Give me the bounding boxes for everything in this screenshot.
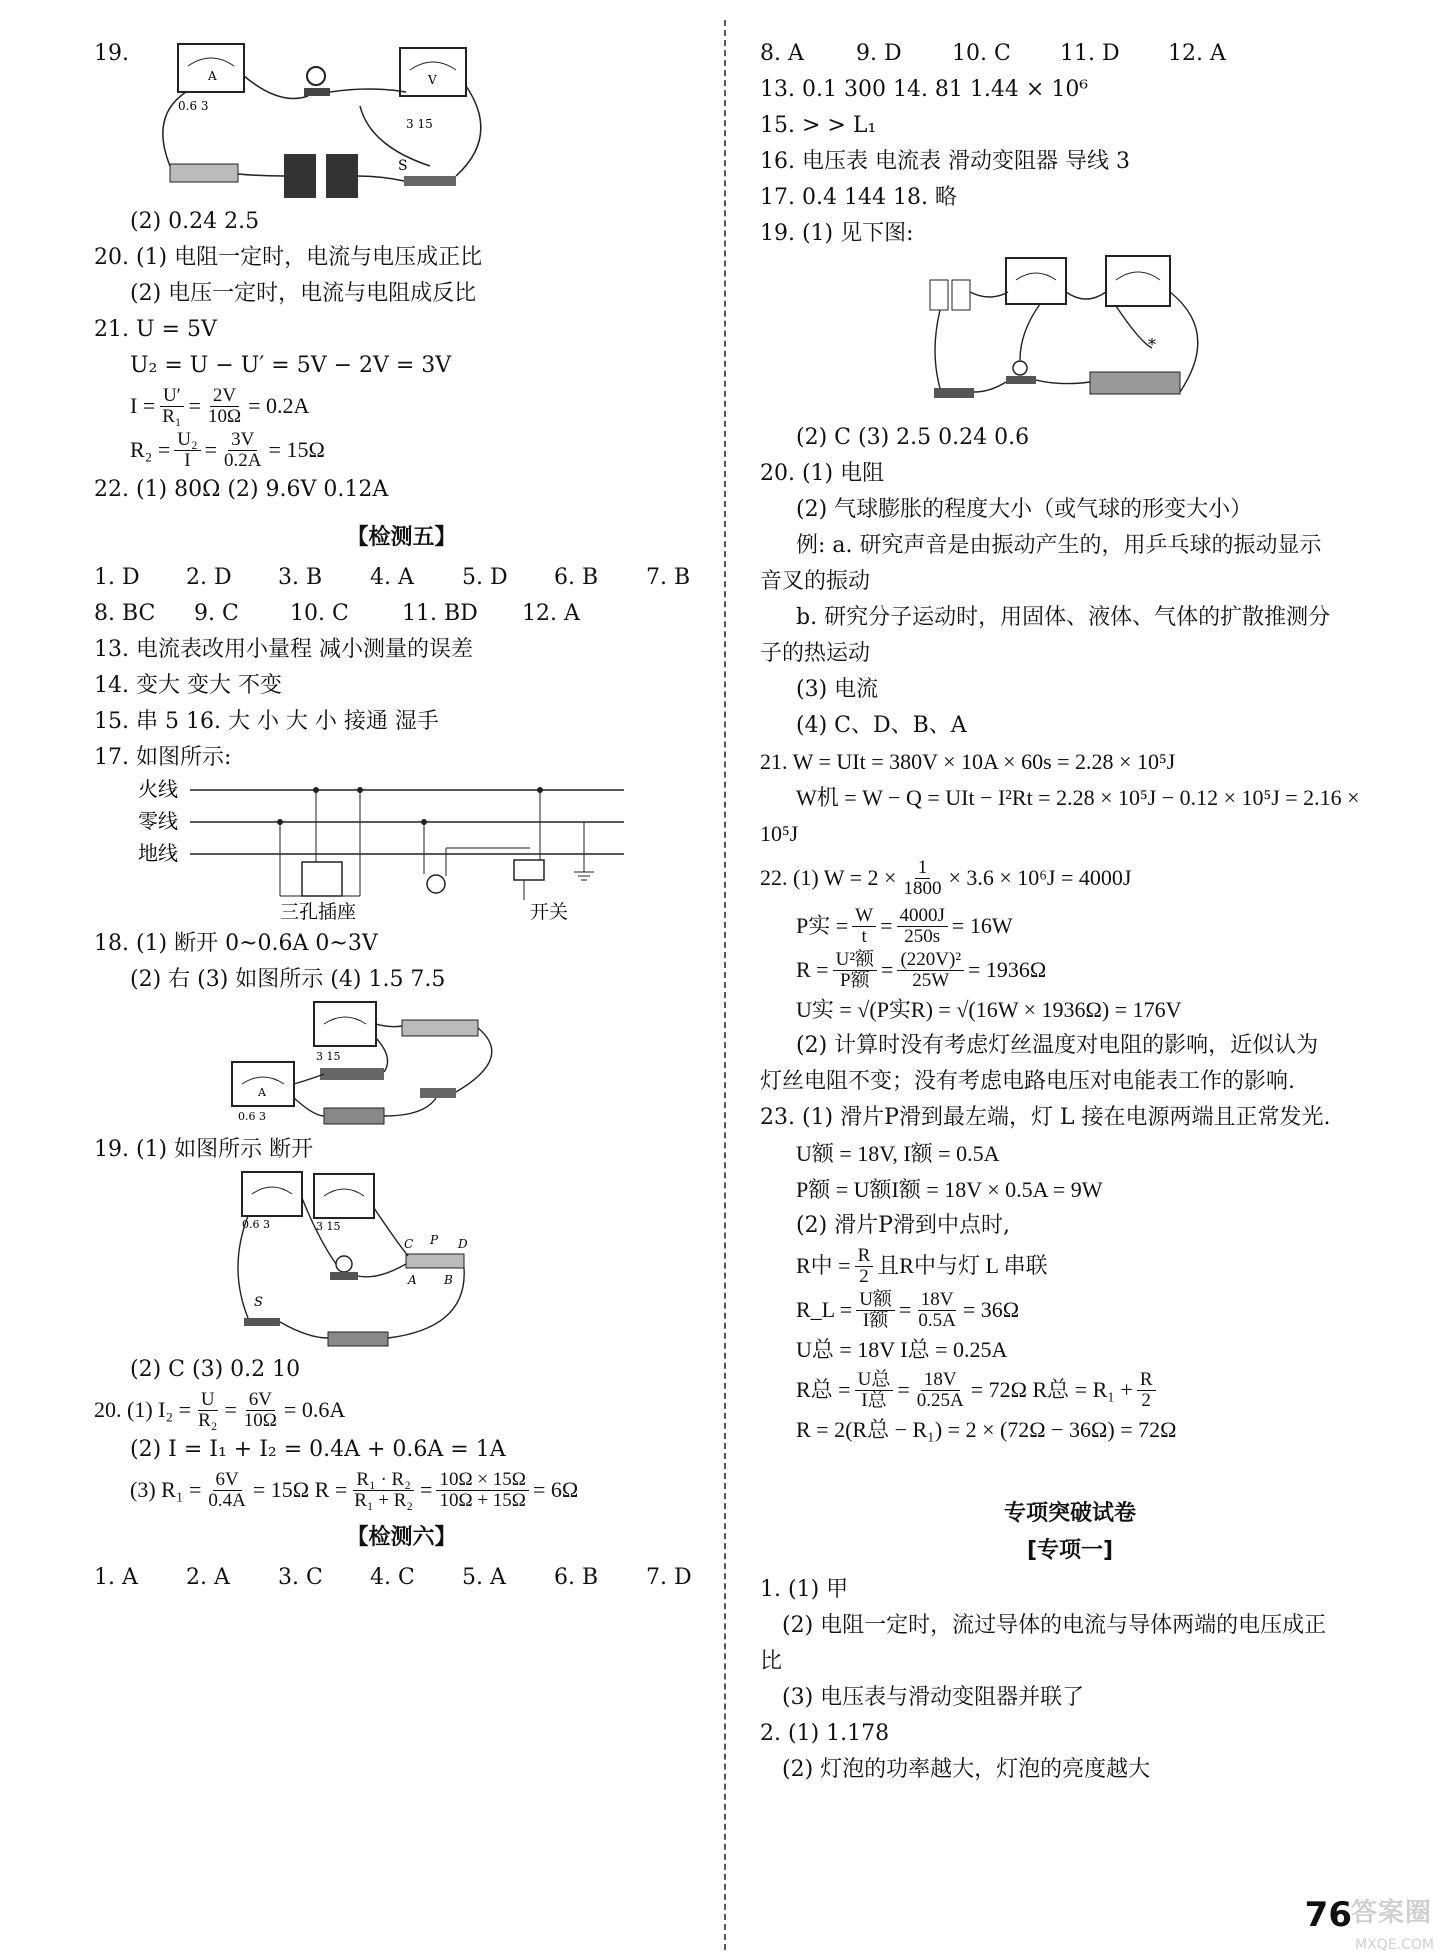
answer: 4. C [370,1565,415,1590]
eq-text: R₂ = [130,437,171,462]
r-q23-line2: U额 = 18V, I额 = 0.5A [796,1141,1000,1166]
r-q19-part1: 19. (1) 见下图: [760,221,914,246]
numerator: R [855,1246,874,1267]
fraction [174,430,200,471]
q19-part2: (2) 0.24 2.5 [130,209,260,234]
answer: 3. B [278,565,323,590]
h5-answers-row1 [94,560,709,596]
r-q23-line1: 23. (1) 滑片P滑到最左端，灯 L 接在电源两端且正常发光. [760,1105,1331,1130]
eq-text: = 15Ω R = [252,1477,348,1502]
r-q22-part2-cont: 灯丝电阻不变；没有考虑电路电压对电能表工作的影响. [760,1069,1295,1094]
voltmeter-label: V [428,73,437,87]
h5-q20-part1: 20. (1) I₂ = $\frac{U}{\text{R₂}}$ = $\frac{6V}{10\Omega}$ = 0.6A [94,1388,346,1431]
voltmeter-scale: 3 15 [316,1050,341,1063]
special-section-title: 专项突破试卷 [1003,1501,1136,1526]
watermark-logo: 答案圈 [1350,1898,1432,1928]
answer: 7. D [646,1565,692,1590]
denominator: 0.2A [224,449,262,471]
eq-text: I = [130,393,156,418]
r-q20-part4: (4) C、D、B、A [796,713,967,738]
switch-label: 开关 [530,901,569,923]
r-q20-part2: (2) 气球膨胀的程度大小（或气球的形变大小） [796,497,1253,522]
fraction [900,858,944,899]
denominator: 0.25A [916,1389,964,1411]
answer: 8. A [760,41,804,66]
s2-part1: 2. (1) 1.178 [760,1721,890,1746]
eq-text: (3) R₁ = [130,1477,202,1502]
numerator: 18V [921,1370,960,1391]
h5-q19-part1: 19. (1) 如图所示 断开 [94,1137,314,1162]
r-q20-example-a: 例: a. 研究声音是由振动产生的，用乒乓球的振动显示 [796,533,1322,558]
fraction [436,1470,528,1511]
r-q20-example-b-cont: 子的热运动 [760,641,871,666]
numerator: U额 [856,1290,895,1311]
answer: 5. D [462,565,508,590]
denominator: R₂ [198,1409,218,1431]
eq-text: 22. (1) W = 2 × [760,865,897,890]
eq-text: = 1936Ω [968,957,1047,982]
q20-part1: 20. (1) 电阻一定时，电流与电压成正比 [94,245,483,270]
q21-line1: 21. U = 5V [94,317,217,342]
r-q22-part2: (2) 计算时没有考虑灯丝温度对电阻的影响，近似认为 [796,1033,1319,1058]
denominator: t [861,925,867,947]
numerator: U′ [160,386,184,407]
r-q21-line3: 10⁵J [760,821,799,846]
r-q20-part1: 20. (1) 电阻 [760,461,885,486]
circuit-diagram-2 [920,252,1240,420]
denominator: P额 [840,969,870,991]
eq-text: = 6Ω [532,1477,579,1502]
eq-text: R_L = [796,1297,853,1322]
ammeter-scale: 0.6 3 [242,1218,270,1231]
h6-answers-row1 [94,1560,709,1596]
h5-q14: 14. 变大 变大 不变 [94,673,282,698]
denominator: 0.4A [208,1489,246,1511]
r-q23-line7: U总 = 18V I总 = 0.25A [796,1337,1008,1362]
r-q23-line4: (2) 滑片P滑到中点时, [796,1213,1010,1238]
numerator: (220V)² [897,950,964,971]
circuit-diagram-3 [224,998,564,1132]
eq-text: R中 = [796,1253,851,1278]
slider-p: P [430,1233,439,1247]
eq-text: = 36Ω [962,1297,1020,1322]
numerator: R [1137,1370,1156,1391]
r-q23-line9: R = 2(R总 − R₁) = 2 × (72Ω − 36Ω) = 72Ω [796,1417,1177,1442]
eq-text: R = [796,957,829,982]
r-q20-part3: (3) 电流 [796,677,879,702]
h5-q19-part2: (2) C (3) 0.2 10 [130,1357,301,1382]
s1-part2: (2) 电阻一定时，流过导体的电流与导体两端的电压成正 [782,1613,1327,1638]
terminal-d: D [458,1237,468,1251]
denominator: 10Ω [243,1409,277,1431]
r-q13-14: 13. 0.1 300 14. 81 1.44 × 10⁶ [760,77,1089,102]
ammeter-label: A [208,69,217,83]
eq-text: P实 = [796,913,849,938]
h5-answers-row2 [94,596,709,632]
answer: 6. B [554,1565,599,1590]
h5-q20-part2: (2) I = I₁ + I₂ = 0.4A + 0.6A = 1A [130,1437,506,1462]
ammeter-scale: 0.6 3 [238,1110,266,1123]
denominator: 250s [904,925,941,947]
numerator: R₁ · R₂ [353,1470,413,1491]
voltmeter-scale: 3 15 [406,117,433,131]
r-q23-line6: R_L = $\frac{\text{U额}}{\text{I额}}$ = $\frac{18V}{0.5A}$ = 36Ω [796,1288,1020,1331]
switch-label: S [254,1295,263,1310]
fraction [159,386,184,427]
numerator: W [852,906,876,927]
s1-part1: 1. (1) 甲 [760,1577,849,1602]
eq-text: × 3.6 × 10⁶J = 4000J [948,865,1132,890]
numerator: 10Ω × 15Ω [436,1470,528,1491]
eq-text: 且R中与灯 L 串联 [877,1253,1048,1278]
r-q23-line3: P额 = U额I额 = 18V × 0.5A = 9W [796,1177,1103,1202]
eq-text: = 16W [951,913,1013,938]
r-q16: 16. 电压表 电流表 滑动变阻器 导线 3 [760,149,1130,174]
fraction [855,1246,874,1287]
r-q20-example-a-cont: 音叉的振动 [760,569,871,594]
r-q19-part2: (2) C (3) 2.5 0.24 0.6 [796,425,1030,450]
q19-label: 19. [94,41,129,66]
numerator: 18V [918,1290,957,1311]
circuit-diagram-1 [130,36,570,204]
r-q23-line5 [760,1244,1380,1288]
fraction [855,1370,894,1411]
circuit-diagram-4 [218,1168,538,1352]
s2-part2: (2) 灯泡的功率越大，灯泡的亮度越大 [782,1757,1151,1782]
eq-text: 20. (1) I₂ = [94,1397,192,1422]
r-q21-line2: W机 = W − Q = UIt − I²Rt = 2.28 × 10⁵J − 0.12 × 10⁵J = 2.16 × [796,785,1360,810]
fraction [852,906,876,947]
denominator: 1800 [903,877,942,899]
household-wiring-figure [94,776,709,926]
answer: 11. D [1060,41,1120,66]
eq-text: = 0.2A [248,393,310,418]
h5-q15-16: 15. 串 5 16. 大 小 大 小 接通 湿手 [94,709,439,734]
watermark-url: MXQE.COM [1355,1937,1434,1953]
eq-text: = 72Ω R总 = R₁ + [970,1377,1133,1402]
h5-q17: 17. 如图所示: [94,745,232,770]
denominator: I [184,449,191,471]
terminal-c: C [404,1237,414,1251]
eq-text: = 15Ω [268,437,325,462]
answer: 2. A [186,1565,230,1590]
fraction [195,1390,220,1431]
column-divider [724,20,726,1950]
r-q23-line8: R总 = $\frac{\text{U总}}{\text{I总}}$ = $\frac{18V}{0.25A}$ = 72Ω R总 = R₁ + $\frac{R}{2}$ [760,1368,1380,1412]
r-q22-line4: U实 = √(P实R) = √(16W × 1936Ω) = 176V [796,997,1182,1022]
numerator: 6V [246,1390,275,1411]
answer: 11. BD [402,601,478,626]
denominator: 2 [1141,1389,1151,1411]
node-marker: * [1148,335,1156,354]
fraction [221,430,264,471]
answer: 10. C [952,41,1011,66]
q21-line3: I = $\frac{U'}{\text{R₁}}$ = $\frac{2V}{10\Omega}$ = 0.2A [130,384,310,427]
h5-q18-part1: 18. (1) 断开 0~0.6A 0~3V [94,931,378,956]
section-heading-5: 【检测五】 [346,525,457,550]
s1-part3: (3) 电压表与滑动变阻器并联了 [782,1685,1085,1710]
circuit-figure-2 [920,252,1380,420]
answer: 5. A [462,1565,506,1590]
answer: 12. A [1168,41,1226,66]
numerator: 2V [210,386,239,407]
q22: 22. (1) 80Ω (2) 9.6V 0.12A [94,477,389,502]
fraction [351,1470,416,1511]
numerator: U₂ [174,430,200,451]
r-q20-example-b: b. 研究分子运动时，用固体、液体、气体的扩散推测分 [796,605,1331,630]
answer: 9. C [194,601,239,626]
r-q22-line2: P实 = $\frac{W}{t}$ = $\frac{4000J}{250s}$ = 16W [796,904,1013,947]
answer: 3. C [278,1565,323,1590]
q21-line2: U₂ = U − U′ = 5V − 2V = 3V [130,353,452,378]
answer: 4. A [370,565,414,590]
answer: 9. D [856,41,902,66]
circuit-figure-4 [218,1168,709,1352]
terminal-b: B [444,1273,453,1287]
answer: 8. BC [94,601,156,626]
ground-wire-label: 地线 [138,841,178,865]
fraction [833,950,877,991]
fraction [914,1370,967,1411]
r-q21-line1: 21. W = UIt = 380V × 10A × 60s = 2.28 × 10⁵J [760,749,1176,774]
fraction [205,386,244,427]
section-heading-6: 【检测六】 [346,1525,457,1550]
r-q15: 15. > > L₁ [760,113,877,138]
special-section-subtitle: [专项一] [1026,1538,1114,1563]
terminal-a: A [408,1273,417,1287]
ammeter-scale: 0.6 3 [178,99,209,113]
ammeter-label: A [258,1086,266,1099]
h5-q20-part3: (3) R₁ = $\frac{6V}{0.4A}$ = 15Ω R = $\frac{\text{R₁ · R₂}}{\text{R₁ + R₂}}$ = $\frac{10\Omega \times 15\Omega}{10\Omega + 15\Omega}$ = 6Ω [130,1468,579,1511]
answer: 7. B [646,565,691,590]
circuit-figure-3 [224,998,709,1132]
voltmeter-scale: 3 15 [316,1220,341,1233]
denominator: R₁ + R₂ [354,1489,414,1511]
switch-label: S [398,158,408,174]
neutral-wire-label: 零线 [138,809,178,833]
page-number: 76 [1304,1895,1352,1935]
answer: 1. D [94,565,140,590]
socket-label: 三孔插座 [280,901,357,923]
left-column [94,36,709,1596]
wiring-diagram [94,776,654,926]
answer: 12. A [522,601,580,626]
fraction [897,906,948,947]
fraction [915,1290,958,1331]
fraction [897,950,964,991]
denominator: 0.5A [918,1309,956,1331]
numerator: 3V [228,430,257,451]
r-q22-line3: R = $\frac{\text{U²额}}{\text{P额}}$ = $\frac{\text{(220V)²}}{25W}$ = 1936Ω [796,948,1047,991]
right-column [760,36,1380,1788]
q21-line4: R₂ = $\frac{\text{U₂}}{I}$ = $\frac{3V}{0.2A}$ = 15Ω [130,428,325,471]
r-q17-18: 17. 0.4 144 18. 略 [760,185,957,210]
eq-text: = 0.6A [283,1397,346,1422]
eq-text: R总 = [796,1377,851,1402]
q20-part2: (2) 电压一定时，电流与电阻成反比 [130,281,477,306]
answer: 6. B [554,565,599,590]
r-answers-row1 [760,36,1380,72]
numerator: 1 [915,858,931,879]
denominator: I额 [862,1309,889,1331]
r-q22-line1 [760,852,1380,904]
fraction [856,1290,895,1331]
denominator: 25W [912,969,950,991]
fraction [1137,1370,1156,1411]
numerator: 4000J [897,906,948,927]
denominator: R₁ [162,405,182,427]
h5-q18-part2: (2) 右 (3) 如图所示 (4) 1.5 7.5 [130,967,446,992]
numerator: U [198,1390,218,1411]
denominator: 2 [859,1265,869,1287]
h5-q13: 13. 电流表改用小量程 减小测量的误差 [94,637,473,662]
answer: 1. A [94,1565,138,1590]
answer: 2. D [186,565,232,590]
numerator: U总 [855,1370,894,1391]
denominator: 10Ω [207,405,242,427]
fraction [241,1390,280,1431]
circuit-figure-1 [130,36,709,204]
denominator: 10Ω + 15Ω [439,1489,526,1511]
denominator: I总 [861,1389,887,1411]
fraction [205,1470,248,1511]
numerator: 6V [213,1470,242,1491]
live-wire-label: 火线 [138,777,178,801]
numerator: U²额 [833,950,877,971]
answer: 10. C [290,601,349,626]
s1-part2-cont: 比 [760,1649,783,1674]
